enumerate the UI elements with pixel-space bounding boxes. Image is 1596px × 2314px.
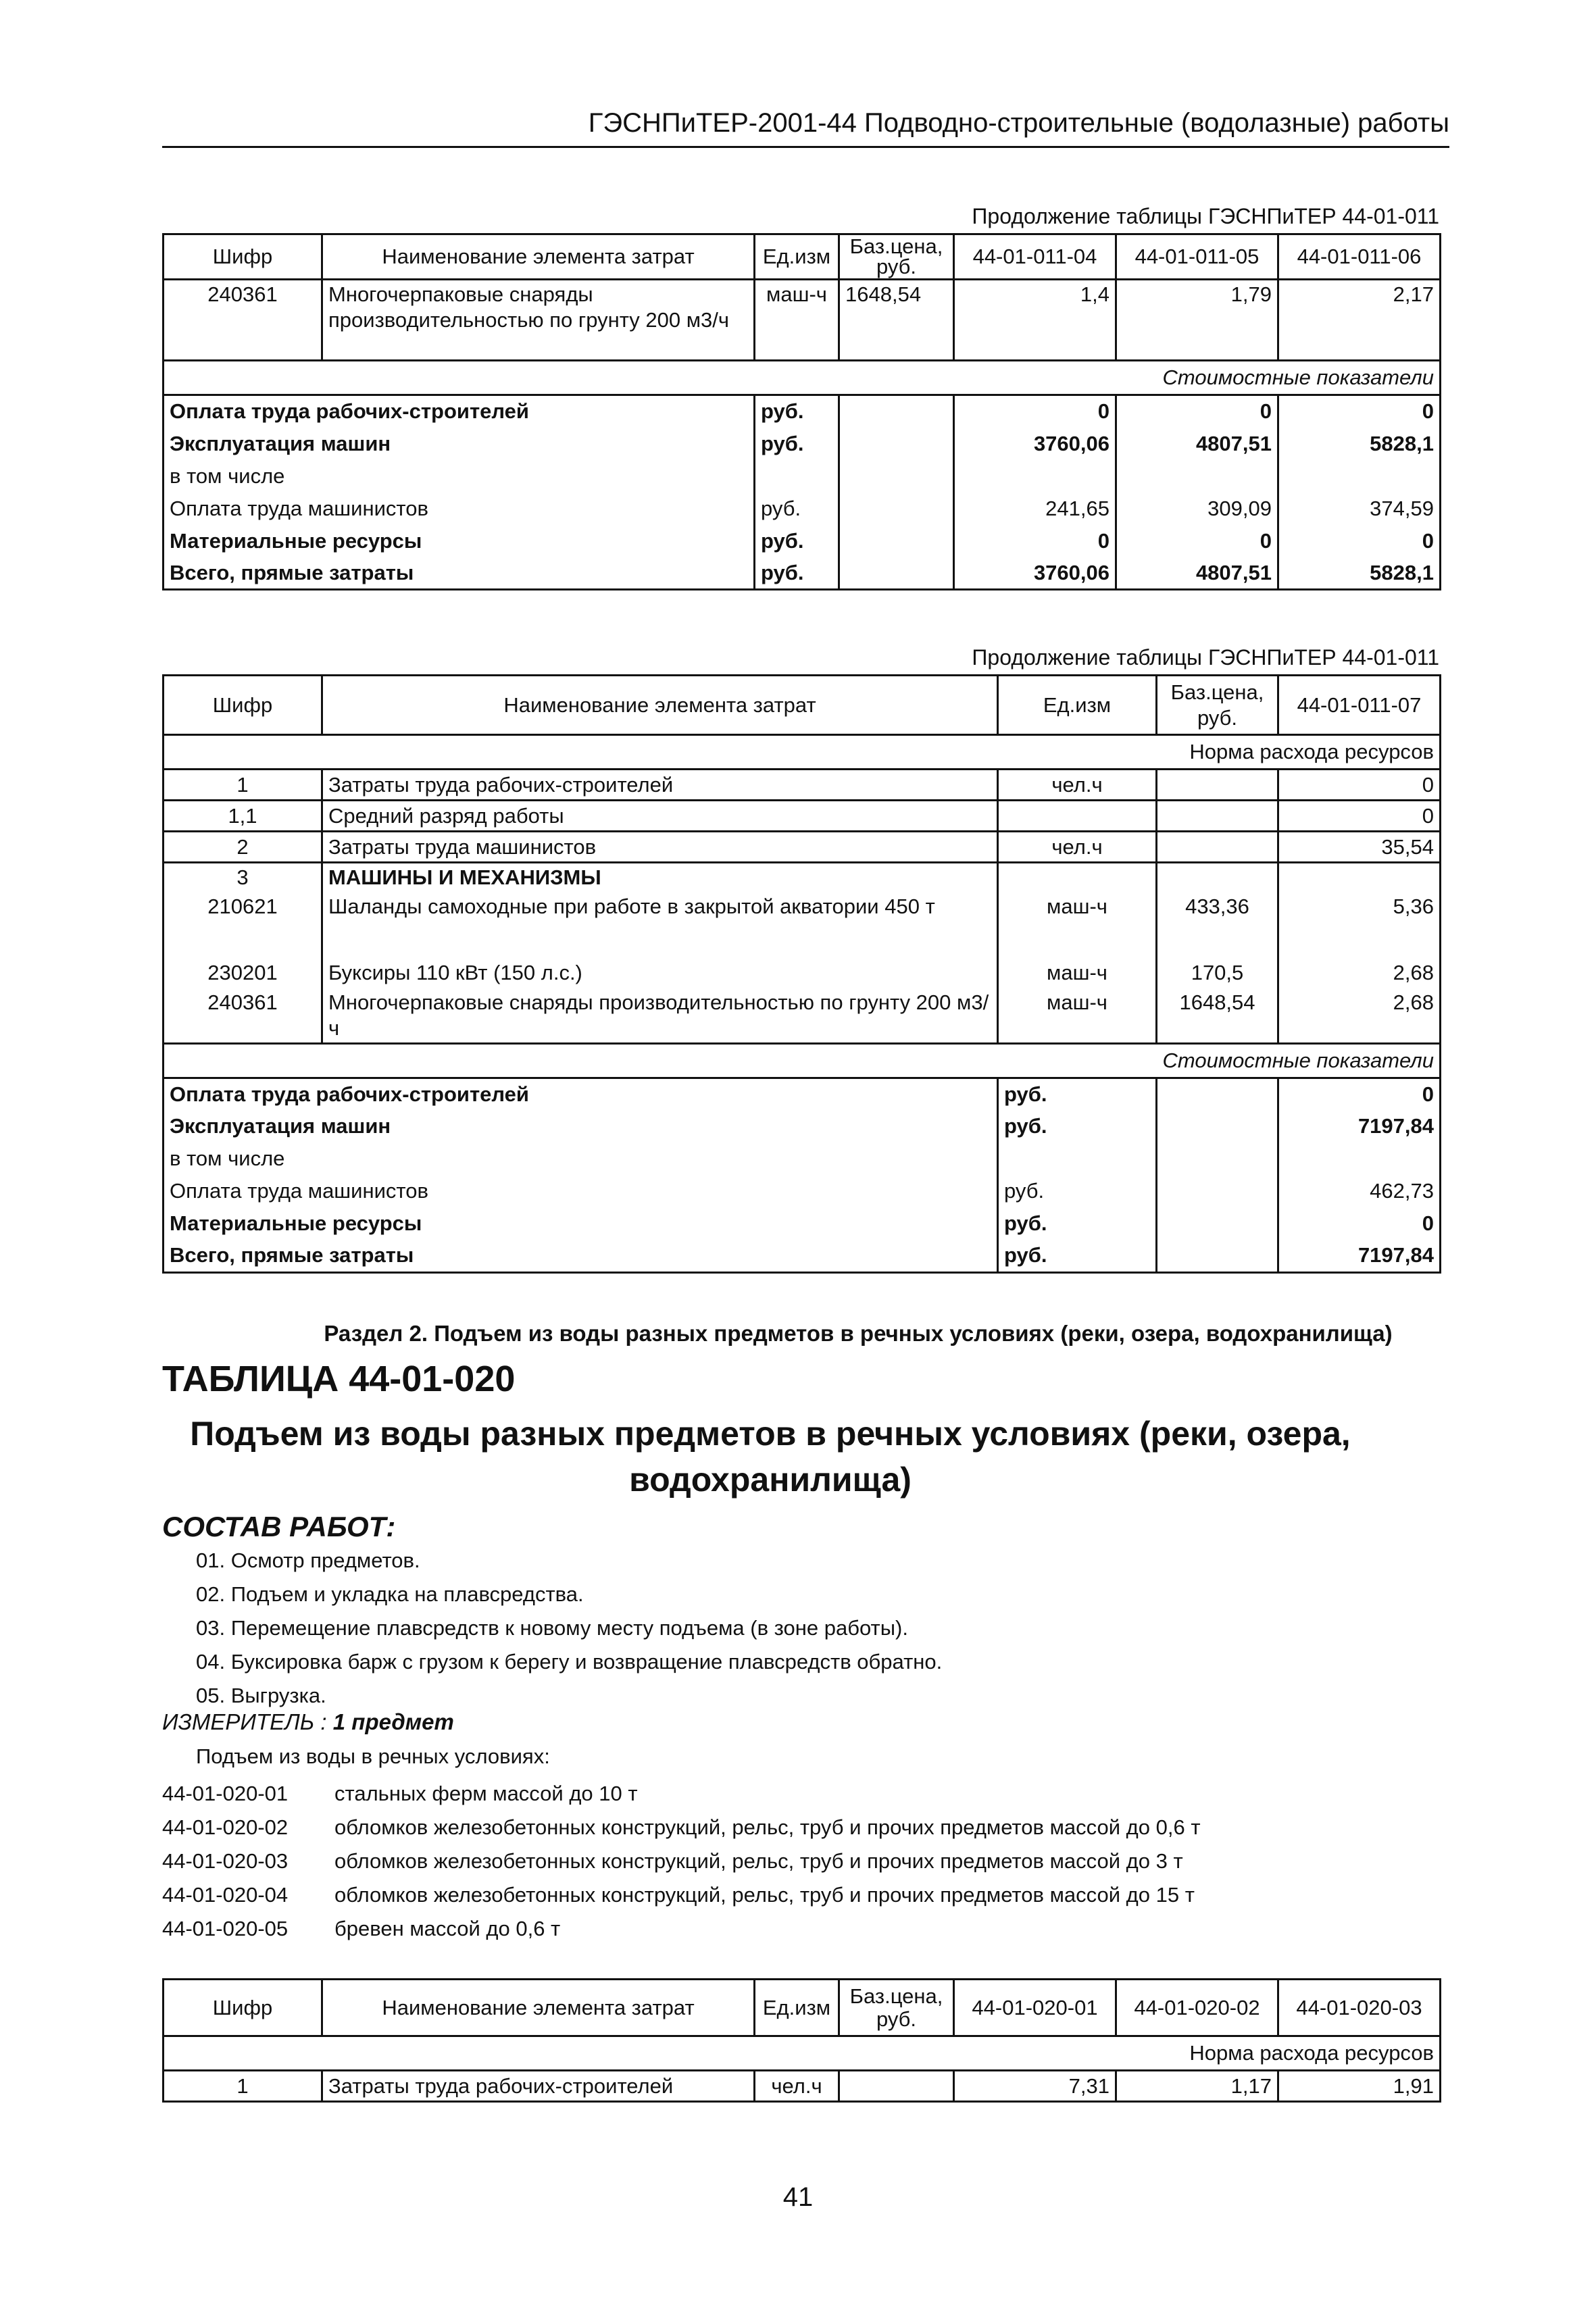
cost-value bbox=[1278, 460, 1441, 493]
cell-name: Многочерпаковые снаряды производительностью по грунту 200 м3/ч bbox=[322, 280, 755, 361]
cost-unit: руб. bbox=[755, 428, 839, 460]
section-heading: Раздел 2. Подъем из воды разных предметов в речных условиях (реки, озера, водохранилища) bbox=[324, 1321, 1393, 1346]
cell-name: Многочерпаковые снаряды производительностью по грунту 200 м3/ч bbox=[322, 988, 998, 1044]
cost-value: 0 bbox=[1116, 395, 1278, 428]
cost-unit: руб. bbox=[998, 1175, 1157, 1207]
cell-price: 1648,54 bbox=[839, 280, 954, 361]
list-item: 01. Осмотр предметов. bbox=[196, 1549, 420, 1572]
col-header: Баз.цена, руб. bbox=[839, 1980, 954, 2036]
cost-price bbox=[1157, 1175, 1278, 1207]
cost-row bbox=[164, 1110, 1441, 1142]
header-rule bbox=[162, 146, 1449, 148]
cost-value: 0 bbox=[1278, 395, 1441, 428]
cell-name: Затраты труда машинистов bbox=[322, 832, 998, 863]
cost-unit bbox=[998, 1142, 1157, 1175]
cost-value bbox=[954, 460, 1116, 493]
lift-intro: Подъем из воды в речных условиях: bbox=[196, 1744, 550, 1768]
cost-row bbox=[164, 1207, 1441, 1240]
cell-value: 5,36 bbox=[1278, 892, 1441, 957]
cell-code: 1 bbox=[164, 2071, 322, 2102]
table-title: Подъем из воды разных предметов в речных условиях (реки, озера, водохранилища) bbox=[190, 1415, 1351, 1499]
col-header: 44-01-011-05 bbox=[1116, 234, 1278, 280]
section-row bbox=[164, 1043, 1441, 1078]
cell-name: Буксиры 110 кВт (150 л.с.) bbox=[322, 957, 998, 988]
norm-row bbox=[164, 2036, 1441, 2071]
cost-row bbox=[164, 525, 1441, 557]
table-row bbox=[164, 832, 1441, 863]
cell-unit: чел.ч bbox=[755, 2071, 839, 2102]
measure-line bbox=[162, 1709, 454, 1735]
section-label: Стоимостные показатели bbox=[164, 361, 1441, 395]
cost-name: Оплата труда машинистов bbox=[164, 493, 755, 525]
cost-value: 0 bbox=[954, 525, 1116, 557]
code-desc: обломков железобетонных конструкций, рельс, труб и прочих предметов массой до 0,6 т bbox=[334, 1815, 1201, 1839]
table-row bbox=[164, 863, 1441, 892]
cell-name: Затраты труда рабочих-строителей bbox=[322, 2071, 755, 2102]
running-header: ГЭСНПиТЕР-2001-44 Подводно-строительные (водолазные) работы bbox=[588, 108, 1449, 138]
resource-table-1 bbox=[162, 233, 1441, 590]
cost-name: в том числе bbox=[164, 1142, 998, 1175]
table-header-row bbox=[164, 676, 1441, 735]
code: 44-01-020-02 bbox=[162, 1815, 289, 1839]
cost-price bbox=[839, 460, 954, 493]
col-header: Баз.цена, руб. bbox=[1157, 676, 1278, 735]
cost-name: Материальные ресурсы bbox=[164, 1207, 998, 1240]
norm-label: Норма расхода ресурсов bbox=[164, 735, 1441, 770]
cost-unit: руб. bbox=[755, 525, 839, 557]
cost-price bbox=[1157, 1240, 1278, 1272]
cost-name: Всего, прямые затраты bbox=[164, 1240, 998, 1272]
table2-continuation: Продолжение таблицы ГЭСНПиТЕР 44-01-011 bbox=[972, 645, 1439, 670]
cell-code: 1,1 bbox=[164, 801, 322, 832]
cell-value: 2,68 bbox=[1278, 988, 1441, 1044]
table-header-row bbox=[164, 1980, 1441, 2036]
cost-price bbox=[1157, 1142, 1278, 1175]
cell-value: 0 bbox=[1278, 801, 1441, 832]
cell-unit: маш-ч bbox=[998, 957, 1157, 988]
col-header: Ед.изм bbox=[755, 234, 839, 280]
code-desc: бревен массой до 0,6 т bbox=[334, 1917, 561, 1940]
code: 44-01-020-05 bbox=[162, 1917, 289, 1940]
code-list bbox=[162, 1777, 1201, 1946]
table-row bbox=[164, 892, 1441, 957]
col-header: 44-01-011-06 bbox=[1278, 234, 1441, 280]
cell-unit: маш-ч bbox=[998, 988, 1157, 1044]
table-row bbox=[164, 957, 1441, 988]
table-name: ТАБЛИЦА 44-01-020 bbox=[162, 1359, 516, 1399]
cost-value: 7197,84 bbox=[1278, 1240, 1441, 1272]
cost-price bbox=[1157, 1207, 1278, 1240]
cell-value: 1,4 bbox=[954, 280, 1116, 361]
cell-value bbox=[1278, 863, 1441, 892]
cost-value: 4807,51 bbox=[1116, 557, 1278, 590]
cost-unit: руб. bbox=[998, 1240, 1157, 1272]
cost-unit: руб. bbox=[755, 493, 839, 525]
table-header-row bbox=[164, 234, 1441, 280]
code: 44-01-020-03 bbox=[162, 1849, 289, 1873]
cost-name: Оплата труда рабочих-строителей bbox=[164, 395, 755, 428]
cost-value: 462,73 bbox=[1278, 1175, 1441, 1207]
cost-price bbox=[1157, 1078, 1278, 1110]
cell-code: 210621 bbox=[164, 892, 322, 957]
cell-value: 2,68 bbox=[1278, 957, 1441, 988]
cell-unit: чел.ч bbox=[998, 770, 1157, 801]
measure-label: ИЗМЕРИТЕЛЬ : bbox=[162, 1709, 327, 1734]
col-header: Ед.изм bbox=[755, 1980, 839, 2036]
cost-value: 0 bbox=[1116, 525, 1278, 557]
cost-name: Эксплуатация машин bbox=[164, 428, 755, 460]
page-number: 41 bbox=[782, 2182, 814, 2212]
cost-row bbox=[164, 557, 1441, 590]
col-header: 44-01-011-04 bbox=[954, 234, 1116, 280]
cost-value: 309,09 bbox=[1116, 493, 1278, 525]
cell-unit: чел.ч bbox=[998, 832, 1157, 863]
cell-price: 170,5 bbox=[1157, 957, 1278, 988]
code-desc: стальных ферм массой до 10 т bbox=[334, 1782, 638, 1805]
col-header: 44-01-011-07 bbox=[1278, 676, 1441, 735]
col-header: Шифр bbox=[164, 1980, 322, 2036]
cost-unit: руб. bbox=[998, 1207, 1157, 1240]
cost-row bbox=[164, 1078, 1441, 1110]
cost-price bbox=[839, 525, 954, 557]
cost-row bbox=[164, 1142, 1441, 1175]
code: 44-01-020-01 bbox=[162, 1782, 289, 1805]
cost-value: 0 bbox=[954, 395, 1116, 428]
cost-value bbox=[1116, 460, 1278, 493]
cost-value: 3760,06 bbox=[954, 428, 1116, 460]
col-header: Наименование элемента затрат bbox=[322, 676, 998, 735]
cost-value: 3760,06 bbox=[954, 557, 1116, 590]
list-item bbox=[162, 1844, 1201, 1878]
cell-value: 0 bbox=[1278, 770, 1441, 801]
table-row bbox=[164, 801, 1441, 832]
cost-value: 4807,51 bbox=[1116, 428, 1278, 460]
cell-code: 240361 bbox=[164, 988, 322, 1044]
cell-unit: маш-ч bbox=[998, 892, 1157, 957]
cell-value: 7,31 bbox=[954, 2071, 1116, 2102]
cell-code: 240361 bbox=[164, 280, 322, 361]
cell-price bbox=[1157, 832, 1278, 863]
col-header: 44-01-020-01 bbox=[954, 1980, 1116, 2036]
cell-name: Средний разряд работы bbox=[322, 801, 998, 832]
list-item: 04. Буксировка барж с грузом к берегу и возвращение плавсредств обратно. bbox=[196, 1650, 943, 1674]
cell-price: 433,36 bbox=[1157, 892, 1278, 957]
table1-continuation: Продолжение таблицы ГЭСНПиТЕР 44-01-011 bbox=[972, 204, 1439, 228]
composition-list bbox=[196, 1544, 942, 1713]
norm-row bbox=[164, 735, 1441, 770]
cell-code: 1 bbox=[164, 770, 322, 801]
cost-unit: руб. bbox=[755, 557, 839, 590]
list-item bbox=[162, 1777, 1201, 1811]
cell-name: МАШИНЫ И МЕХАНИЗМЫ bbox=[322, 863, 998, 892]
cost-name: Всего, прямые затраты bbox=[164, 557, 755, 590]
col-header: 44-01-020-02 bbox=[1116, 1980, 1278, 2036]
cost-unit bbox=[755, 460, 839, 493]
cost-unit: руб. bbox=[998, 1078, 1157, 1110]
resource-table-3 bbox=[162, 1978, 1441, 2103]
code-desc: обломков железобетонных конструкций, рельс, труб и прочих предметов массой до 3 т bbox=[334, 1849, 1183, 1873]
cell-unit: маш-ч bbox=[755, 280, 839, 361]
cost-name: Оплата труда машинистов bbox=[164, 1175, 998, 1207]
cost-price bbox=[1157, 1110, 1278, 1142]
section-row bbox=[164, 361, 1441, 395]
cost-value: 5828,1 bbox=[1278, 428, 1441, 460]
cost-value bbox=[1278, 1142, 1441, 1175]
cell-price: 1648,54 bbox=[1157, 988, 1278, 1044]
list-item: 02. Подъем и укладка на плавсредства. bbox=[196, 1582, 584, 1606]
table-row bbox=[164, 770, 1441, 801]
col-header: Баз.цена, руб. bbox=[839, 234, 954, 280]
cell-name: Затраты труда рабочих-строителей bbox=[322, 770, 998, 801]
col-header: 44-01-020-03 bbox=[1278, 1980, 1441, 2036]
composition-label: СОСТАВ РАБОТ: bbox=[162, 1511, 396, 1542]
cell-unit bbox=[998, 863, 1157, 892]
cost-value: 0 bbox=[1278, 525, 1441, 557]
code: 44-01-020-04 bbox=[162, 1883, 289, 1907]
list-item bbox=[162, 1912, 1201, 1946]
cost-name: Эксплуатация машин bbox=[164, 1110, 998, 1142]
cost-value: 5828,1 bbox=[1278, 557, 1441, 590]
cost-name: Материальные ресурсы bbox=[164, 525, 755, 557]
cost-price bbox=[839, 428, 954, 460]
cost-name: Оплата труда рабочих-строителей bbox=[164, 1078, 998, 1110]
cost-row bbox=[164, 395, 1441, 428]
cost-row bbox=[164, 493, 1441, 525]
resource-table-2 bbox=[162, 674, 1441, 1274]
cell-value: 1,91 bbox=[1278, 2071, 1441, 2102]
list-item bbox=[162, 1811, 1201, 1844]
cost-price bbox=[839, 395, 954, 428]
cell-price bbox=[1157, 863, 1278, 892]
cell-value: 35,54 bbox=[1278, 832, 1441, 863]
cost-value: 0 bbox=[1278, 1078, 1441, 1110]
cell-price bbox=[1157, 801, 1278, 832]
col-header: Наименование элемента затрат bbox=[322, 1980, 755, 2036]
cost-value: 374,59 bbox=[1278, 493, 1441, 525]
table-row bbox=[164, 988, 1441, 1044]
cost-value: 7197,84 bbox=[1278, 1110, 1441, 1142]
cell-code: 3 bbox=[164, 863, 322, 892]
col-header: Шифр bbox=[164, 676, 322, 735]
table-row bbox=[164, 280, 1441, 361]
cost-row bbox=[164, 428, 1441, 460]
cost-price bbox=[839, 557, 954, 590]
cost-value: 241,65 bbox=[954, 493, 1116, 525]
cost-unit: руб. bbox=[755, 395, 839, 428]
norm-label: Норма расхода ресурсов bbox=[164, 2036, 1441, 2071]
list-item: 03. Перемещение плавсредств к новому месту подъема (в зоне работы). bbox=[196, 1616, 908, 1640]
measure-value: 1 предмет bbox=[332, 1709, 454, 1734]
col-header: Наименование элемента затрат bbox=[322, 234, 755, 280]
cell-price bbox=[839, 2071, 954, 2102]
cell-value: 1,17 bbox=[1116, 2071, 1278, 2102]
table-row bbox=[164, 2071, 1441, 2102]
cell-price bbox=[1157, 770, 1278, 801]
col-header: Шифр bbox=[164, 234, 322, 280]
cell-name: Шаланды самоходные при работе в закрытой акватории 450 т bbox=[322, 892, 998, 957]
cell-value: 1,79 bbox=[1116, 280, 1278, 361]
cell-code: 230201 bbox=[164, 957, 322, 988]
cell-value: 2,17 bbox=[1278, 280, 1441, 361]
code-desc: обломков железобетонных конструкций, рельс, труб и прочих предметов массой до 15 т bbox=[334, 1883, 1195, 1907]
cost-value: 0 bbox=[1278, 1207, 1441, 1240]
cost-name: в том числе bbox=[164, 460, 755, 493]
cost-row bbox=[164, 1240, 1441, 1272]
cost-row bbox=[164, 1175, 1441, 1207]
cost-unit: руб. bbox=[998, 1110, 1157, 1142]
cell-unit bbox=[998, 801, 1157, 832]
section-label: Стоимостные показатели bbox=[164, 1043, 1441, 1078]
cost-row bbox=[164, 460, 1441, 493]
list-item bbox=[162, 1878, 1201, 1912]
list-item: 05. Выгрузка. bbox=[196, 1684, 326, 1707]
cost-price bbox=[839, 493, 954, 525]
col-header: Ед.изм bbox=[998, 676, 1157, 735]
cell-code: 2 bbox=[164, 832, 322, 863]
